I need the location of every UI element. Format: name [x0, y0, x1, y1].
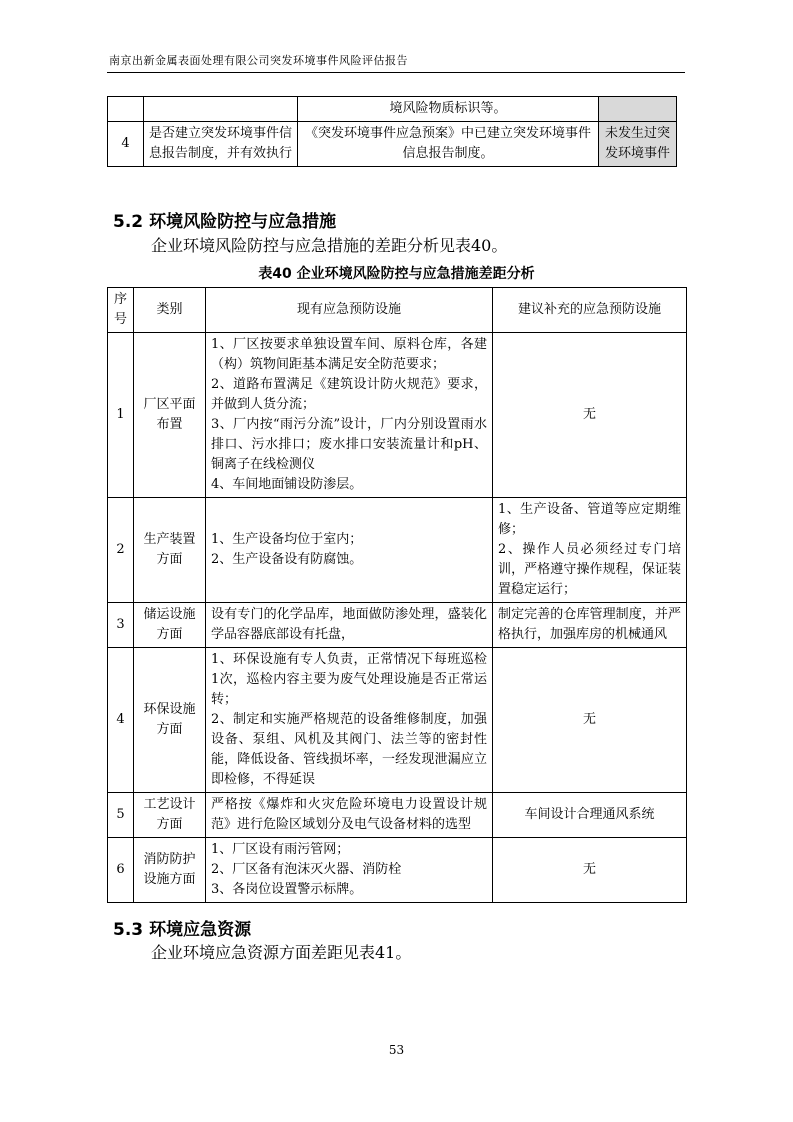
header-suggest: 建议补充的应急预防设施 [493, 288, 687, 333]
section-heading-5-3 [113, 915, 251, 940]
cell-category: 厂区平面布置 [134, 333, 206, 498]
section-title: 环境应急资源 [149, 920, 252, 940]
header-existing: 现有应急预防设施 [206, 288, 493, 333]
cell-no: 2 [108, 498, 134, 603]
cell-suggest: 车间设计合理通风系统 [493, 793, 687, 838]
table-row [108, 648, 687, 793]
table-caption: 表40 企业环境风险防控与应急措施差距分析 [258, 266, 535, 282]
table-row [108, 498, 687, 603]
table-row [108, 603, 687, 648]
cell-existing: 严格按《爆炸和火灾危险环境电力设置设计规范》进行危险区域划分及电气设备材料的选型 [206, 793, 493, 838]
cell-no: 4 [108, 122, 144, 167]
page-header: 南京出新金属表面处理有限公司突发环境事件风险评估报告 [109, 54, 408, 67]
section-heading-5-2 [113, 207, 336, 232]
cell-no: 1 [108, 333, 134, 498]
cell-suggest: 无 [493, 838, 687, 903]
cell-item: 是否建立突发环境事件信息报告制度，并有效执行 [144, 122, 298, 167]
cell-item [144, 97, 298, 122]
cell-suggest: 制定完善的仓库管理制度，并严格执行，加强库房的机械通风 [493, 603, 687, 648]
cell-existing: 1、厂区按要求单独设置车间、原料仓库，各建（构）筑物间距基本满足安全防范要求； 2、道路布置满足《建筑设计防火规范》要求，并做到人货分流； 3、厂内按“雨污分流”设计，厂内分别设置雨水排口、污水排口；废水排口安装流量计和pH、铜离子在线检测仪 4、车间地面铺设防渗层。 [206, 333, 493, 498]
section-number: 5.2 [113, 212, 144, 232]
cell-category: 工艺设计方面 [134, 793, 206, 838]
cell-category: 生产装置方面 [134, 498, 206, 603]
continued-table [107, 96, 677, 167]
header-rule [107, 72, 685, 73]
table-row [108, 333, 687, 498]
cell-result [599, 97, 677, 122]
section-paragraph: 企业环境风险防控与应急措施的差距分析见表40。 [151, 236, 508, 255]
cell-existing: 设有专门的化学品库，地面做防渗处理，盛装化学品容器底部设有托盘， [206, 603, 493, 648]
cell-existing: 1、环保设施有专人负责，正常情况下每班巡检1次，巡检内容主要为废气处理设施是否正常运转； 2、制定和实施严格规范的设备维修制度，加强设备、泵组、风机及其阀门、法兰等的密封性能，降低设备、管线损坏率，一经发现泄漏应立即检修，不得延误 [206, 648, 493, 793]
section-title: 环境风险防控与应急措施 [149, 212, 337, 232]
cell-no: 3 [108, 603, 134, 648]
gap-analysis-table [107, 287, 687, 903]
cell-no: 5 [108, 793, 134, 838]
cell-existing: 1、厂区设有雨污管网； 2、厂区备有泡沫灭火器、消防栓 3、各岗位设置警示标牌。 [206, 838, 493, 903]
cell-no [108, 97, 144, 122]
cell-category: 环保设施方面 [134, 648, 206, 793]
cell-content: 境风险物质标识等。 [298, 97, 599, 122]
section-number: 5.3 [113, 920, 144, 940]
section-paragraph: 企业环境应急资源方面差距见表41。 [151, 943, 412, 962]
table-row [108, 122, 677, 167]
cell-category: 储运设施方面 [134, 603, 206, 648]
table-header-row [108, 288, 687, 333]
table-row [108, 793, 687, 838]
cell-suggest: 无 [493, 333, 687, 498]
cell-no: 4 [108, 648, 134, 793]
cell-suggest: 无 [493, 648, 687, 793]
cell-content: 《突发环境事件应急预案》中已建立突发环境事件信息报告制度。 [298, 122, 599, 167]
header-category: 类别 [134, 288, 206, 333]
cell-no: 6 [108, 838, 134, 903]
header-no: 序号 [108, 288, 134, 333]
table-row [108, 97, 677, 122]
cell-result: 未发生过突发环境事件 [599, 122, 677, 167]
page-number: 53 [388, 1043, 405, 1057]
table-row [108, 838, 687, 903]
cell-suggest: 1、生产设备、管道等应定期维修； 2、操作人员必须经过专门培训，严格遵守操作规程，保证装置稳定运行； [493, 498, 687, 603]
cell-existing: 1、生产设备均位于室内； 2、生产设备设有防腐蚀。 [206, 498, 493, 603]
cell-category: 消防防护设施方面 [134, 838, 206, 903]
